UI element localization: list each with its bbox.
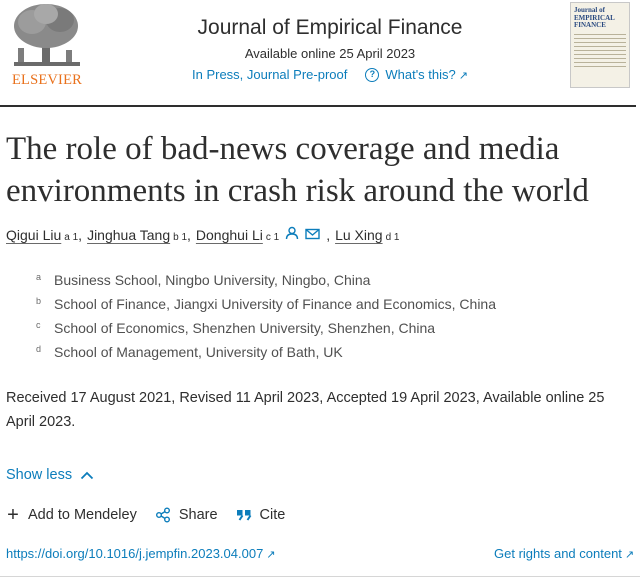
question-icon[interactable]: ? (365, 68, 379, 82)
journal-cover-image[interactable] (570, 2, 630, 88)
affiliation-letter: c (36, 320, 41, 330)
show-less-button[interactable] (6, 467, 94, 483)
cover-text-lines (574, 34, 626, 68)
footer-divider (0, 576, 640, 577)
author-affiliation-sup[interactable]: d 1 (385, 232, 400, 243)
in-press-link[interactable]: In Press, Journal Pre-proof (192, 67, 348, 82)
author-link[interactable]: Lu Xing (335, 227, 383, 243)
affiliation-text: Business School, Ningbo University, Ningbo, China (54, 272, 371, 288)
chevron-up-icon (80, 471, 94, 480)
person-icon[interactable] (285, 226, 299, 240)
share-icon (155, 507, 171, 523)
header-divider (0, 105, 636, 107)
author-link[interactable]: Qigui Liu (6, 227, 62, 243)
author-link[interactable]: Donghui Li (195, 227, 263, 243)
press-status-row (150, 67, 510, 82)
envelope-icon[interactable] (305, 228, 320, 240)
available-online-text: Available online 25 April 2023 (244, 46, 416, 61)
article-actions (6, 506, 303, 524)
affiliation-text: School of Economics, Shenzhen University, Shenzhen, China (54, 320, 436, 336)
article-history-dates: Received 17 August 2021, Revised 11 April 2023, Accepted 19 April 2023, Available online 25 April 2023. (6, 390, 605, 430)
doi-link[interactable]: https://doi.org/10.1016/j.jempfin.2023.04.007 ↗ (6, 546, 276, 561)
affiliation-item (36, 296, 596, 320)
author-affiliation-sup[interactable]: a 1 (64, 232, 79, 243)
external-link-icon: ↗ (458, 70, 468, 82)
external-link-icon: ↗ (624, 549, 635, 561)
whats-this-link[interactable]: What's this? ↗ (385, 67, 468, 82)
rights-link[interactable]: Get rights and content ↗ (494, 546, 635, 561)
quote-icon (236, 508, 252, 522)
cite-label: Cite (259, 507, 286, 523)
add-to-mendeley-label: Add to Mendeley (28, 507, 137, 523)
affiliation-text: School of Management, University of Bath, UK (54, 344, 343, 360)
article-header (0, 0, 640, 106)
plus-icon: + (7, 504, 19, 526)
external-link-icon: ↗ (266, 549, 276, 561)
affiliation-letter: b (36, 296, 42, 306)
author-affiliation-sup[interactable]: c 1 (265, 232, 280, 243)
article-title: The role of bad-news coverage and media environments in crash risk around the world (6, 131, 589, 209)
journal-title-link[interactable]: Journal of Empirical Finance (197, 16, 463, 39)
elsevier-tree-icon (6, 0, 88, 72)
share-label: Share (178, 507, 218, 523)
share-button[interactable] (155, 507, 218, 523)
author-list: Qigui Liu a 1 , Jinghua Tang b 1 , Donghui Li c 1 , Lu Xing d 1 (6, 227, 400, 243)
journal-info (150, 14, 510, 82)
cite-button[interactable] (236, 507, 286, 523)
affiliation-letter: d (36, 344, 42, 354)
author-affiliation-sup[interactable]: b 1 (173, 232, 188, 243)
cover-title: Journal of EMPIRICAL FINANCE (574, 6, 615, 29)
affiliation-item (36, 320, 596, 344)
affiliation-item (36, 272, 596, 296)
affiliation-letter: a (36, 272, 42, 282)
author-link[interactable]: Jinghua Tang (87, 227, 171, 243)
affiliation-list (36, 272, 596, 368)
affiliation-text: School of Finance, Jiangxi University of Finance and Economics, China (54, 296, 496, 312)
elsevier-wordmark: ELSEVIER (11, 72, 83, 88)
elsevier-logo[interactable] (6, 0, 88, 92)
add-to-mendeley-button[interactable] (6, 506, 137, 524)
show-less-label: Show less (6, 467, 73, 483)
affiliation-item (36, 344, 596, 368)
